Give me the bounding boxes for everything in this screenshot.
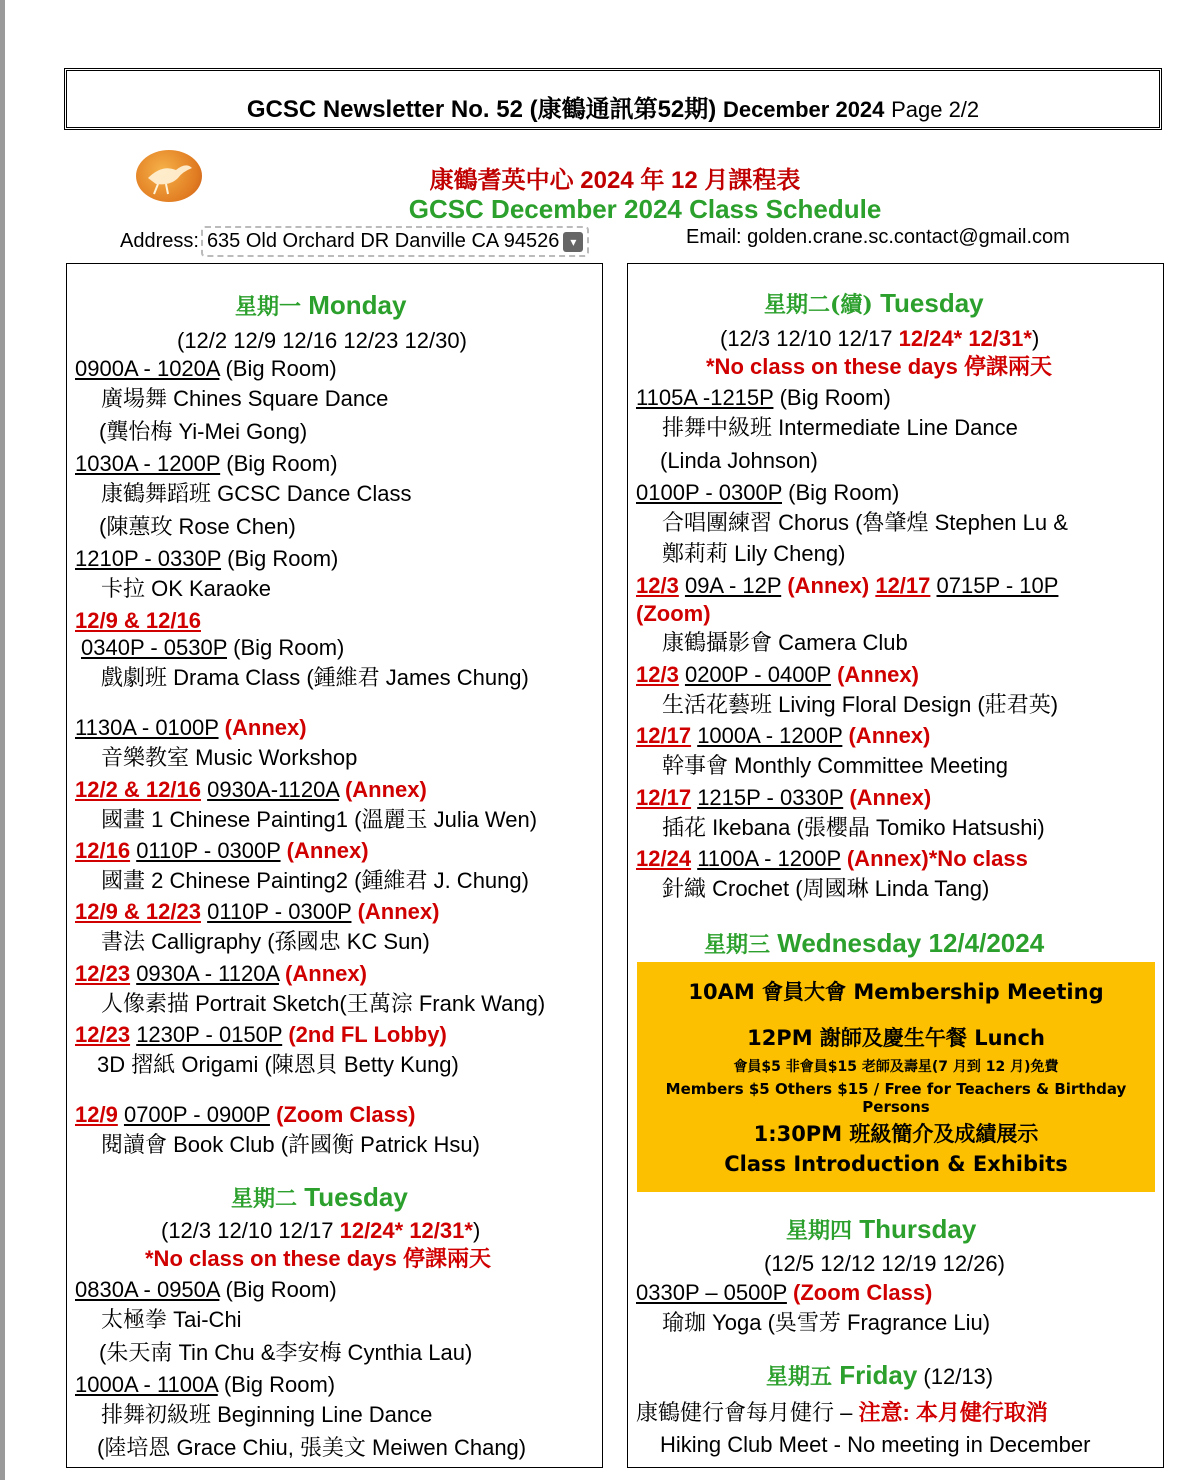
- tuesday-dates: (12/3 12/10 12/17 12/24* 12/31*): [161, 1218, 481, 1243]
- address-field[interactable]: 635 Old Orchard DR Danville CA 94526 ▾: [201, 226, 589, 257]
- lunch-price-cn: 會員$5 非會員$15 老師及壽星(7 月到 12 月)免費: [733, 1059, 1059, 1075]
- list-item: 1105A -1215P (Big Room): [636, 385, 891, 410]
- tuesday-note: *No class on these days 停課兩天: [145, 1246, 491, 1271]
- list-item: 1030A - 1200P (Big Room): [75, 451, 338, 476]
- thursday-heading: 星期四 Thursday: [786, 1214, 977, 1244]
- list-item: 0830A - 0950A (Big Room): [75, 1277, 337, 1302]
- schedule-title-en: GCSC December 2024 Class Schedule: [408, 194, 882, 224]
- list-item: 0340P - 0530P (Big Room): [81, 635, 345, 660]
- list-item: 排舞初級班 Beginning Line Dance: [101, 1402, 433, 1427]
- list-item: 12/9 & 12/23 0110P - 0300P (Annex): [75, 899, 440, 924]
- lunch-price-en: Members $5 Others $15 / Free for Teachers & Birthday Persons: [665, 1080, 1127, 1116]
- list-item: (陸培恩 Grace Chiu, 張美文 Meiwen Chang): [97, 1435, 527, 1460]
- newsletter-title-box: [64, 68, 1162, 130]
- gcsc-logo: [136, 150, 202, 202]
- list-item: 康鶴攝影會 Camera Club: [662, 630, 908, 655]
- list-item: 書法 Calligraphy (孫國忠 KC Sun): [101, 929, 430, 954]
- thursday-dates: (12/5 12/12 12/19 12/26): [764, 1251, 1005, 1276]
- list-item: 幹事會 Monthly Committee Meeting: [662, 753, 1008, 778]
- email-line: Email: golden.crane.sc.contact@gmail.com: [686, 226, 1070, 248]
- list-item: 戲劇班 Drama Class (鍾維君 James Chung): [101, 665, 529, 690]
- list-item: 12/9 & 12/16: [75, 608, 201, 633]
- list-item: 合唱團練習 Chorus (魯肇煌 Stephen Lu &: [662, 510, 1068, 535]
- list-item: (朱天南 Tin Chu &李安梅 Cynthia Lau): [99, 1340, 473, 1365]
- page-edge: [0, 0, 5, 1480]
- list-item: Hiking Club Meet - No meeting in December: [660, 1432, 1091, 1457]
- list-item: (Zoom): [636, 601, 711, 626]
- meeting-10am: 10AM 會員大會 Membership Meeting: [688, 980, 1104, 1004]
- list-item: 針織 Crochet (周國琳 Linda Tang): [662, 876, 990, 901]
- list-item: 鄭莉莉 Lily Cheng): [662, 541, 846, 566]
- list-item: 12/23 1230P - 0150P (2nd FL Lobby): [75, 1022, 447, 1047]
- list-item: 閱讀會 Book Club (許國衡 Patrick Hsu): [101, 1132, 480, 1157]
- list-item: (陳蕙玫 Rose Chen): [99, 514, 296, 539]
- list-item: 12/17 1000A - 1200P (Annex): [636, 723, 931, 748]
- address-line: [120, 226, 589, 257]
- list-item: 12/3 09A - 12P (Annex) 12/17 0715P - 10P: [636, 573, 1059, 598]
- list-item: 生活花藝班 Living Floral Design (莊君英): [662, 692, 1059, 717]
- list-item: 廣場舞 Chines Square Dance: [101, 386, 389, 411]
- list-item: 排舞中級班 Intermediate Line Dance: [662, 415, 1018, 440]
- list-item: 3D 摺紙 Origami (陳恩貝 Betty Kung): [97, 1052, 459, 1077]
- list-item: 12/9 0700P - 0900P (Zoom Class): [75, 1102, 416, 1127]
- list-item: 康鶴舞蹈班 GCSC Dance Class: [101, 481, 412, 506]
- list-item: 12/23 0930A - 1120A (Annex): [75, 961, 367, 986]
- list-item: 12/24 1100A - 1200P (Annex)*No class: [636, 846, 1028, 871]
- membership-meeting-box: [637, 962, 1155, 1192]
- tuesday-cont-heading: 星期二(續) Tuesday: [764, 288, 984, 318]
- list-item: 12/3 0200P - 0400P (Annex): [636, 662, 919, 687]
- list-item: 康鶴健行會每月健行 – 注意: 本月健行取消: [636, 1400, 1048, 1425]
- chevron-down-icon[interactable]: ▾: [563, 232, 583, 252]
- list-item: 瑜珈 Yoga (吳雪芳 Fragrance Liu): [662, 1310, 991, 1335]
- list-item: 12/17 1215P - 0330P (Annex): [636, 785, 932, 810]
- tuesday-cont-note: *No class on these days 停課兩天: [706, 354, 1052, 379]
- wednesday-heading: 星期三 Wednesday 12/4/2024: [704, 928, 1045, 958]
- tuesday-cont-dates: (12/3 12/10 12/17 12/24* 12/31*): [720, 326, 1040, 351]
- list-item: 插花 Ikebana (張櫻晶 Tomiko Hatsushi): [662, 815, 1045, 840]
- list-item: 1000A - 1100A (Big Room): [75, 1372, 336, 1397]
- meeting-12pm: 12PM 謝師及慶生午餐 Lunch: [747, 1026, 1045, 1050]
- list-item: 1130A - 0100P (Annex): [75, 715, 307, 740]
- list-item: 國畫 2 Chinese Painting2 (鍾維君 J. Chung): [101, 868, 529, 893]
- list-item: 音樂教室 Music Workshop: [101, 745, 358, 770]
- address-label: Address:: [120, 230, 199, 252]
- tuesday-heading: 星期二 Tuesday: [231, 1182, 408, 1212]
- schedule-title-cn: 康鶴耆英中心 2024 年 12 月課程表: [429, 167, 801, 194]
- list-item: 卡拉 OK Karaoke: [101, 576, 271, 601]
- newsletter-title: GCSC Newsletter No. 52 (康鶴通訊第52期) December 2024 Page 2/2: [246, 96, 980, 123]
- list-item: 人像素描 Portrait Sketch(王萬淙 Frank Wang): [101, 991, 546, 1016]
- class-exhibits: Class Introduction & Exhibits: [724, 1152, 1068, 1176]
- list-item: (Linda Johnson): [660, 448, 818, 473]
- friday-heading: 星期五 Friday (12/13): [766, 1360, 994, 1390]
- list-item: (龔怡梅 Yi-Mei Gong): [99, 419, 308, 444]
- list-item: 12/16 0110P - 0300P (Annex): [75, 838, 369, 863]
- list-item: 0900A - 1020A (Big Room): [75, 356, 337, 381]
- meeting-130pm: 1:30PM 班級簡介及成績展示: [753, 1122, 1039, 1146]
- list-item: 12/2 & 12/16 0930A-1120A (Annex): [75, 777, 427, 802]
- list-item: 0100P - 0300P (Big Room): [636, 480, 900, 505]
- monday-dates: (12/2 12/9 12/16 12/23 12/30): [177, 328, 467, 353]
- list-item: 0330P – 0500P (Zoom Class): [636, 1280, 933, 1305]
- list-item: 1210P - 0330P (Big Room): [75, 546, 339, 571]
- list-item: 國畫 1 Chinese Painting1 (溫麗玉 Julia Wen): [101, 807, 538, 832]
- list-item: 太極拳 Tai-Chi: [101, 1307, 242, 1332]
- left-column: [66, 263, 603, 1468]
- monday-heading: 星期一 Monday: [235, 290, 407, 320]
- crane-icon: [136, 150, 202, 202]
